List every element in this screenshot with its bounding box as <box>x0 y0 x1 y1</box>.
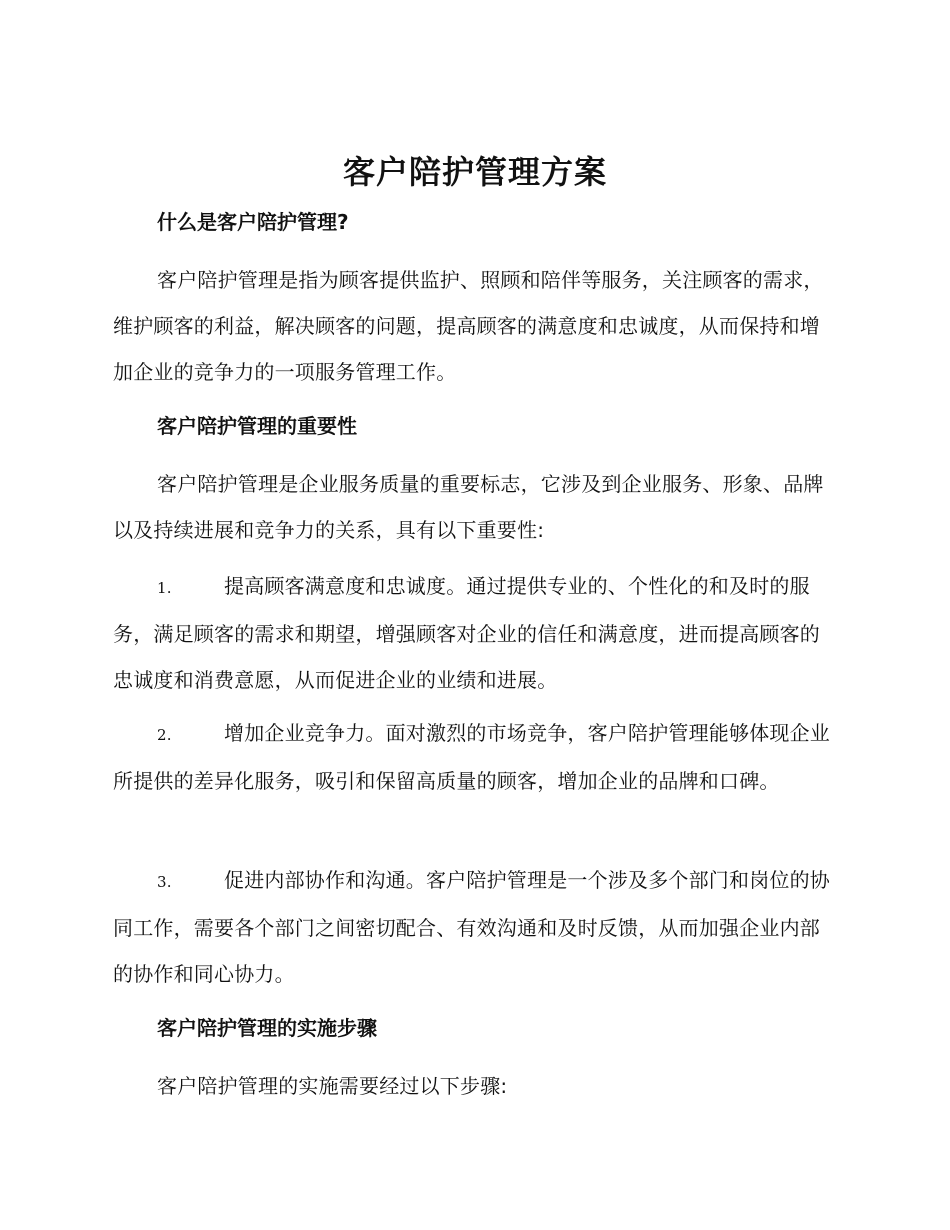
section-paragraph-steps: 客户陪护管理的实施需要经过以下步骤: <box>157 1074 508 1098</box>
list-item-number: 2. <box>157 726 172 744</box>
section-heading-what-is: 什么是客户陪护管理? <box>157 210 349 234</box>
section-heading-importance: 客户陪护管理的重要性 <box>157 414 357 438</box>
list-item <box>113 563 833 703</box>
list-item-number: 3. <box>157 873 172 891</box>
list-item-number: 1. <box>157 579 172 597</box>
section-paragraph-importance: 客户陪护管理是企业服务质量的重要标志，它涉及到企业服务、形象、品牌以及持续进展和竞争力的关系，具有以下重要性: <box>113 472 824 542</box>
list-item <box>113 710 833 804</box>
list-item <box>113 857 833 997</box>
list-item-text: 促进内部协作和沟通。客户陪护管理是一个涉及多个部门和岗位的协同工作，需要各个部门之间密切配合、有效沟通和及时反馈，从而加强企业内部的协作和同心协力。 <box>113 868 830 986</box>
section-heading-steps: 客户陪护管理的实施步骤 <box>157 1016 377 1040</box>
section-paragraph-what-is: 客户陪护管理是指为顾客提供监护、照顾和陪伴等服务，关注顾客的需求，维护顾客的利益，解决顾客的问题，提高顾客的满意度和忠诚度，从而保持和增加企业的竞争力的一项服务管理工作。 <box>113 268 824 384</box>
document-title: 客户陪护管理方案 <box>342 153 607 191</box>
list-item-text: 提高顾客满意度和忠诚度。通过提供专业的、个性化的和及时的服务，满足顾客的需求和期望，增强顾客对企业的信任和满意度，进而提高顾客的忠诚度和消费意愿，从而促进企业的业绩和进展。 <box>113 574 820 692</box>
list-item-text: 增加企业竞争力。面对激烈的市场竞争，客户陪护管理能够体现企业所提供的差异化服务，吸引和保留高质量的顾客，增加企业的品牌和口碑。 <box>113 721 830 793</box>
